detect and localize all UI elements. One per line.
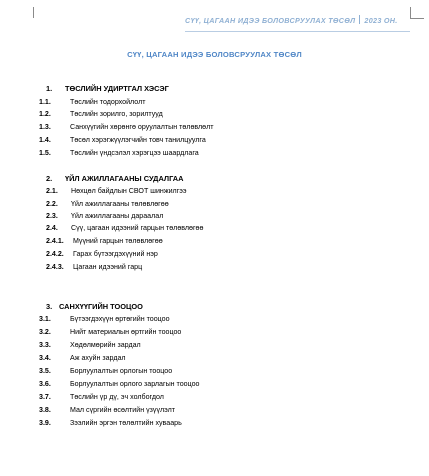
toc-item-number: 3.8. — [39, 406, 51, 414]
toc-item-text: Сүү, цагаан идээний гарцын төлөвлөгөө — [71, 224, 204, 232]
page-corner-mark-right-h — [410, 18, 424, 19]
toc-item-number: 1.4. — [39, 136, 51, 144]
page-corner-mark-right — [410, 7, 411, 18]
toc-item-text: Гарах бүтээгдэхүүний нэр — [73, 250, 158, 258]
toc-item-number: 1.3. — [39, 123, 51, 131]
section-number: 3. — [46, 302, 53, 311]
toc-item-number: 1.1. — [39, 98, 51, 106]
toc-item-number: 2.2. — [46, 200, 58, 208]
header-rule — [185, 31, 410, 32]
toc-item-text: Төслийн зорилго, зорилтууд — [70, 110, 163, 118]
section-heading — [46, 302, 143, 311]
toc-item-number: 1.2. — [39, 110, 51, 118]
section-heading — [46, 174, 183, 183]
toc-item-number: 2.4.2. — [46, 250, 64, 258]
toc-item-text: Борлуулалтын орлого зарлагын тооцоо — [70, 380, 200, 388]
toc-item-number: 3.5. — [39, 367, 51, 375]
page-corner-mark-left — [33, 7, 34, 18]
toc-item-number: 2.4. — [46, 224, 58, 232]
section-title: САНХҮҮГИЙН ТООЦОО — [59, 302, 143, 311]
toc-item-number: 3.7. — [39, 393, 51, 401]
section-number: 1. — [46, 84, 53, 93]
toc-item-text: Мал сүргийн өсөлтийн үзүүлэлт — [70, 406, 176, 414]
toc-item-number: 3.3. — [39, 341, 51, 349]
toc-item-text: Нөхцөл байдлын СВОТ шинжилгээ — [71, 187, 187, 195]
toc-item-number: 2.1. — [46, 187, 58, 195]
document-title: СҮҮ, ЦАГААН ИДЭЭ БОЛОВСРУУЛАХ ТӨСӨЛ — [127, 50, 302, 59]
toc-item-text: Төслийн тодорхойлолт — [70, 98, 146, 106]
section-heading — [46, 84, 169, 93]
toc-item-number: 3.4. — [39, 354, 51, 362]
toc-item-number: 3.9. — [39, 419, 51, 427]
section-number: 2. — [46, 174, 53, 183]
toc-item-text: Борлуулалтын орлогын тооцоо — [70, 367, 173, 375]
toc-item-text: Бүтээгдэхүүн өртөгийн тооцоо — [70, 315, 170, 323]
toc-item-text: Үйл ажиллагааны дараалал — [71, 212, 164, 220]
toc-item-number: 3.1. — [39, 315, 51, 323]
toc-item-text: Үйл ажиллагааны төлөвлөгөө — [71, 200, 169, 208]
toc-item-number: 1.5. — [39, 149, 51, 157]
header-separator — [359, 15, 360, 24]
toc-item-text: Зээлийн эргэн төлөлтийн хуваарь — [70, 419, 182, 427]
toc-item-text: Санхүүгийн хөрөнгө оруулалтын төлөвлөлт — [70, 123, 214, 131]
header-running-title: СҮҮ, ЦАГААН ИДЭЭ БОЛОВСРУУЛАХ ТӨСӨЛ — [185, 16, 356, 25]
toc-item-text: Нийт материалын өртгийн тооцоо — [70, 328, 182, 336]
toc-item-number: 3.6. — [39, 380, 51, 388]
page-header — [185, 15, 407, 35]
toc-item-number: 2.3. — [46, 212, 58, 220]
toc-item-text: Мүүний гарцын төлөвлөгөө — [73, 237, 163, 245]
toc-item-text: Цагаан идээний гарц — [73, 263, 143, 271]
toc-item-text: Төсөл хэрэгжүүлэгчийн товч танилцуулга — [70, 136, 206, 144]
toc-item-number: 2.4.3. — [46, 263, 64, 271]
toc-item-text: Аж ахуйн зардал — [70, 354, 126, 362]
toc-item-text: Төслийн үр дү, эч холбогдол — [70, 393, 164, 401]
toc-item-text: Төслийн үндсэлэл хэрэгцээ шаардлага — [70, 149, 199, 157]
section-title: ТӨСЛИЙН УДИРТГАЛ ХЭСЭГ — [65, 84, 169, 93]
toc-item-number: 2.4.1. — [46, 237, 64, 245]
toc-item-text: Хөдөлмөрийн зардал — [70, 341, 141, 349]
header-year: 2023 ОН. — [364, 16, 398, 25]
section-title: ҮЙЛ АЖИЛЛАГААНЫ СУДАЛГАА — [65, 174, 184, 183]
toc-item-number: 3.2. — [39, 328, 51, 336]
